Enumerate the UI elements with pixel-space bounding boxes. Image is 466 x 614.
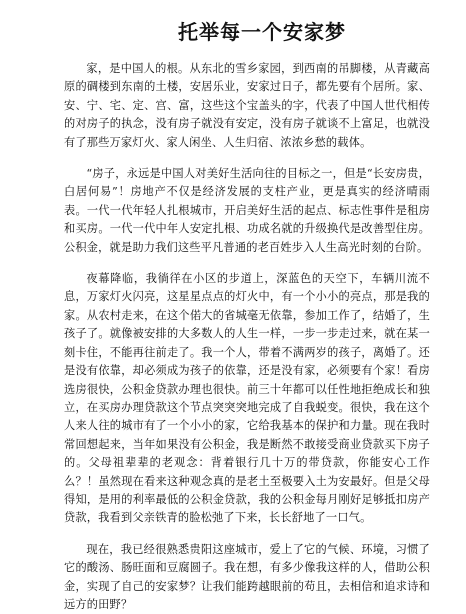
document-title: 托举每一个安家梦 [178, 20, 346, 44]
paragraph-4: 现在，我已经很熟悉贵阳这座城市，爱上了它的气候、环境，习惯了它的酸汤、肠旺面和豆腐圆子。我在想，有多少像我这样的人，借助公积金，实现了自己的安家梦？让我们能跨越眼前的苟且，去相信和追求诗和远方的田野？ [64, 542, 430, 611]
paragraph-1: 家，是中国人的根。从东北的雪乡家园，到西南的吊脚楼，从青藏高原的碉楼到东南的土楼，安居乐业，安家过日子，都先要有个居所。家、安、宁、宅、定、宫、富，这些这个宝盖头的字，代表了中国人世代相传的对房子的执念，没有房子就没有安定，没有房子就谈不上富足，也就没有了那些万家灯火、家人闲坐、人生归宿、浓浓乡愁的载体。 [64, 62, 430, 149]
paragraph-3: 夜幕降临，我徜徉在小区的步道上，深蓝色的天空下，车辆川流不息，万家灯火闪亮，这星星点点的灯火中，有一个小小的亮点，那是我的家。从农村走来，在这个偌大的省城毫无依靠，参加工作了，结婚了，生孩子了。就像被安排的大多数人的人生一样，一步一步走过来，就在某一刻卡住，不能再往前走了。我一个人，带着不满两岁的孩子，离婚了。还是没有依靠，却必须成为孩子的依靠，还是没有家，必须要有个家！看房选房很快，公积金贷款办理也很快。前三十年都可以任性地拒绝成长和独立，在买房办理贷款这个节点突突突地完成了自我蜕变。很快，我在这个人来人往的城市有了一个小小的家，它给我基本的保护和力量。现在我时常回想起来，当年如果没有公积金，我是断然不敢接受商业贷款买下房子的。父母祖辈辈的老观念：背着银行几十万的带贷款，你能安心工作么？！虽然现在看来这种观念真的是老土至极要入土为安最好。但是父母得知，是用的利率最低的公积金贷款，我的公积金每月刚好足够抵扣房产贷款，我看到父亲铁青的脸松弛了下来，长长舒地了一口气。 [64, 272, 430, 525]
paragraph-2: “房子，永远是中国人对美好生活向往的目标之一，但是“长安房贵，白居何易”！房地产不仅是经济发展的支柱产业，更是真实的经济晴雨表。一代一代年轻人扎根城市，开启美好生活的起点、标志性事件是租房和买房。一代一代中年人安定扎根、功成名就的升级换代是改善型住房。公积金，就是助力我们这些平凡普通的老百姓步入人生高光时刻的台阶。 [64, 167, 430, 254]
